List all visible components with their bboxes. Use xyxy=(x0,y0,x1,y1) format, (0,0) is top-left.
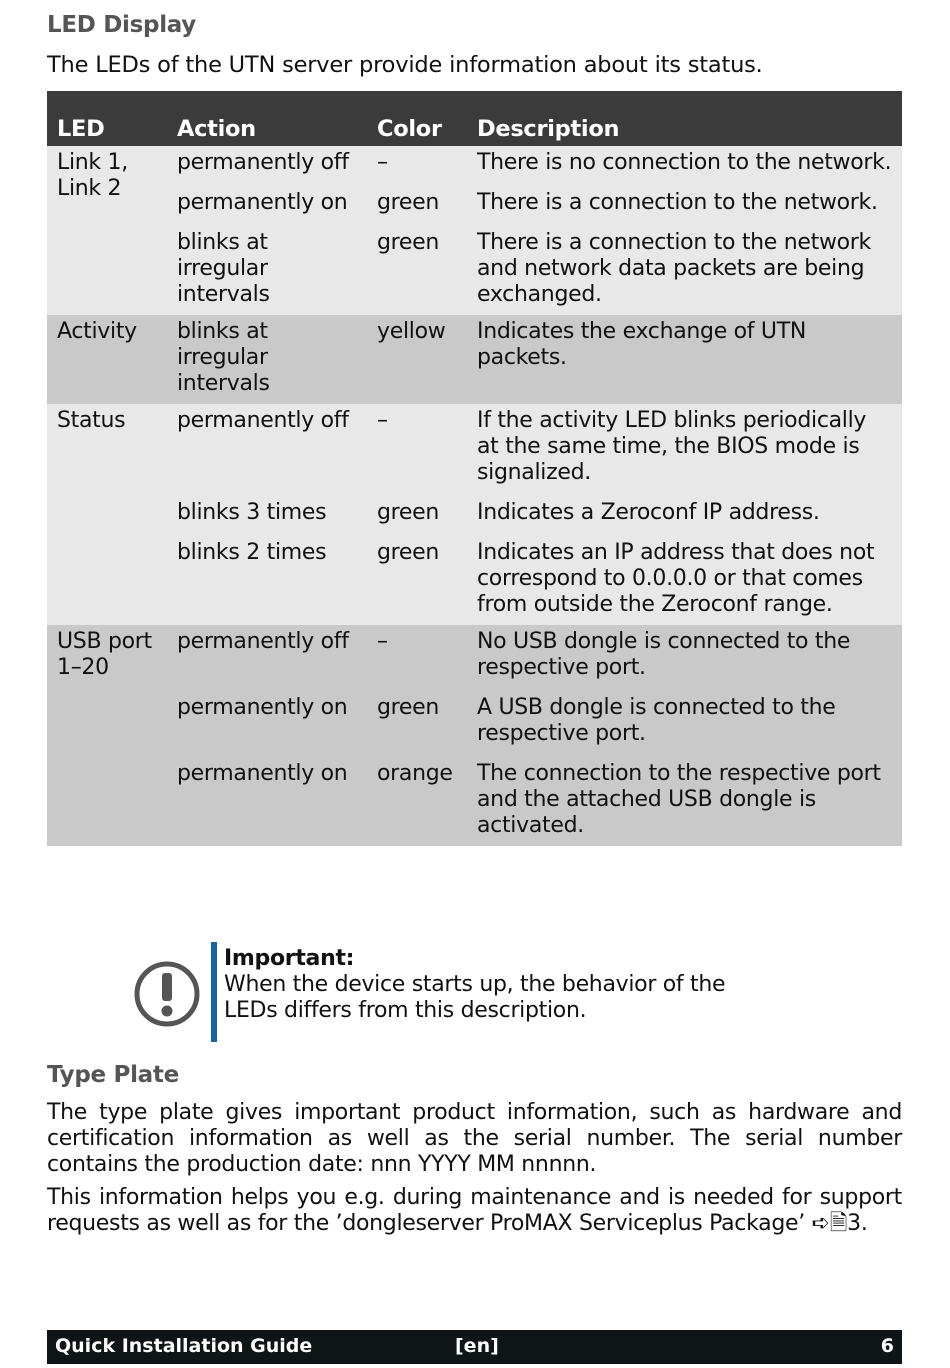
header-color: Color xyxy=(367,91,467,146)
table-row xyxy=(47,180,902,220)
type-plate-heading: Type Plate xyxy=(47,1062,179,1088)
led-color: green xyxy=(367,685,467,751)
table-header-row xyxy=(47,91,902,146)
table-row xyxy=(47,625,902,685)
table-row xyxy=(47,404,902,490)
header-action: Action xyxy=(167,91,367,146)
footer-language: [en] xyxy=(455,1335,499,1357)
led-color: green xyxy=(367,180,467,220)
table-row xyxy=(47,146,902,180)
led-color: – xyxy=(367,404,467,490)
type-plate-paragraph-1: The type plate gives important product information, such as hardware and certification information as well as the serial number. The serial number contains the production date: nnn YYYY MM nnnnn. xyxy=(47,1100,902,1177)
note-text xyxy=(224,946,784,1024)
note-body: When the device starts up, the behavior of the LEDs differs from this description. xyxy=(224,972,726,1023)
led-action: blinks at irregular intervals xyxy=(167,315,367,404)
led-action: permanently on xyxy=(167,180,367,220)
group-usb-port xyxy=(47,625,902,846)
led-action: blinks at irregular intervals xyxy=(167,220,367,315)
footer-page-number: 6 xyxy=(880,1335,894,1357)
led-description: Indicates an IP address that does not correspond to 0.0.0.0 or that comes from outside the Zeroconf range. xyxy=(467,530,902,625)
note-title: Important: xyxy=(224,946,355,971)
led-action: permanently off xyxy=(167,404,367,490)
led-color: green xyxy=(367,220,467,315)
led-action: permanently off xyxy=(167,625,367,685)
page-footer xyxy=(47,1330,902,1364)
led-name: USB port 1–20 xyxy=(47,625,167,846)
group-status xyxy=(47,404,902,625)
group-link xyxy=(47,146,902,315)
led-display-heading: LED Display xyxy=(47,12,196,38)
led-description: There is no connection to the network. xyxy=(467,146,902,180)
table-row xyxy=(47,315,902,404)
led-intro-text: The LEDs of the UTN server provide information about its status. xyxy=(47,52,763,78)
led-color: orange xyxy=(367,751,467,846)
led-color: – xyxy=(367,625,467,685)
important-note xyxy=(47,942,902,1042)
led-color: green xyxy=(367,530,467,625)
table-row xyxy=(47,685,902,751)
group-activity xyxy=(47,315,902,404)
type-plate-paragraph-2: This information helps you e.g. during maintenance and is needed for support requests as well as for the ’dongleserver ProMAX Serviceplus Package’ ➪🗎3. xyxy=(47,1185,902,1236)
table-row xyxy=(47,220,902,315)
led-name: Activity xyxy=(47,315,167,404)
led-name: Link 1, Link 2 xyxy=(47,146,167,315)
led-action: blinks 2 times xyxy=(167,530,367,625)
led-action: permanently on xyxy=(167,751,367,846)
led-description: No USB dongle is connected to the respective port. xyxy=(467,625,902,685)
led-action: permanently on xyxy=(167,685,367,751)
led-description: A USB dongle is connected to the respective port. xyxy=(467,685,902,751)
header-led: LED xyxy=(47,91,167,146)
led-color: yellow xyxy=(367,315,467,404)
led-name: Status xyxy=(47,404,167,625)
table-row xyxy=(47,530,902,625)
led-table xyxy=(47,91,902,846)
led-description: Indicates the exchange of UTN packets. xyxy=(467,315,902,404)
table-row xyxy=(47,751,902,846)
led-action: permanently off xyxy=(167,146,367,180)
led-description: The connection to the respective port and the attached USB dongle is activated. xyxy=(467,751,902,846)
led-description: There is a connection to the network. xyxy=(467,180,902,220)
led-description: If the activity LED blinks periodically at the same time, the BIOS mode is signalized. xyxy=(467,404,902,490)
footer-guide-title: Quick Installation Guide xyxy=(55,1335,313,1357)
led-color: – xyxy=(367,146,467,180)
led-color: green xyxy=(367,490,467,530)
led-description: Indicates a Zeroconf IP address. xyxy=(467,490,902,530)
table-row xyxy=(47,490,902,530)
header-description: Description xyxy=(467,91,902,146)
exclamation-circle-icon xyxy=(133,960,201,1028)
led-description: There is a connection to the network and network data packets are being exchanged. xyxy=(467,220,902,315)
led-action: blinks 3 times xyxy=(167,490,367,530)
note-accent-bar xyxy=(211,942,217,1042)
